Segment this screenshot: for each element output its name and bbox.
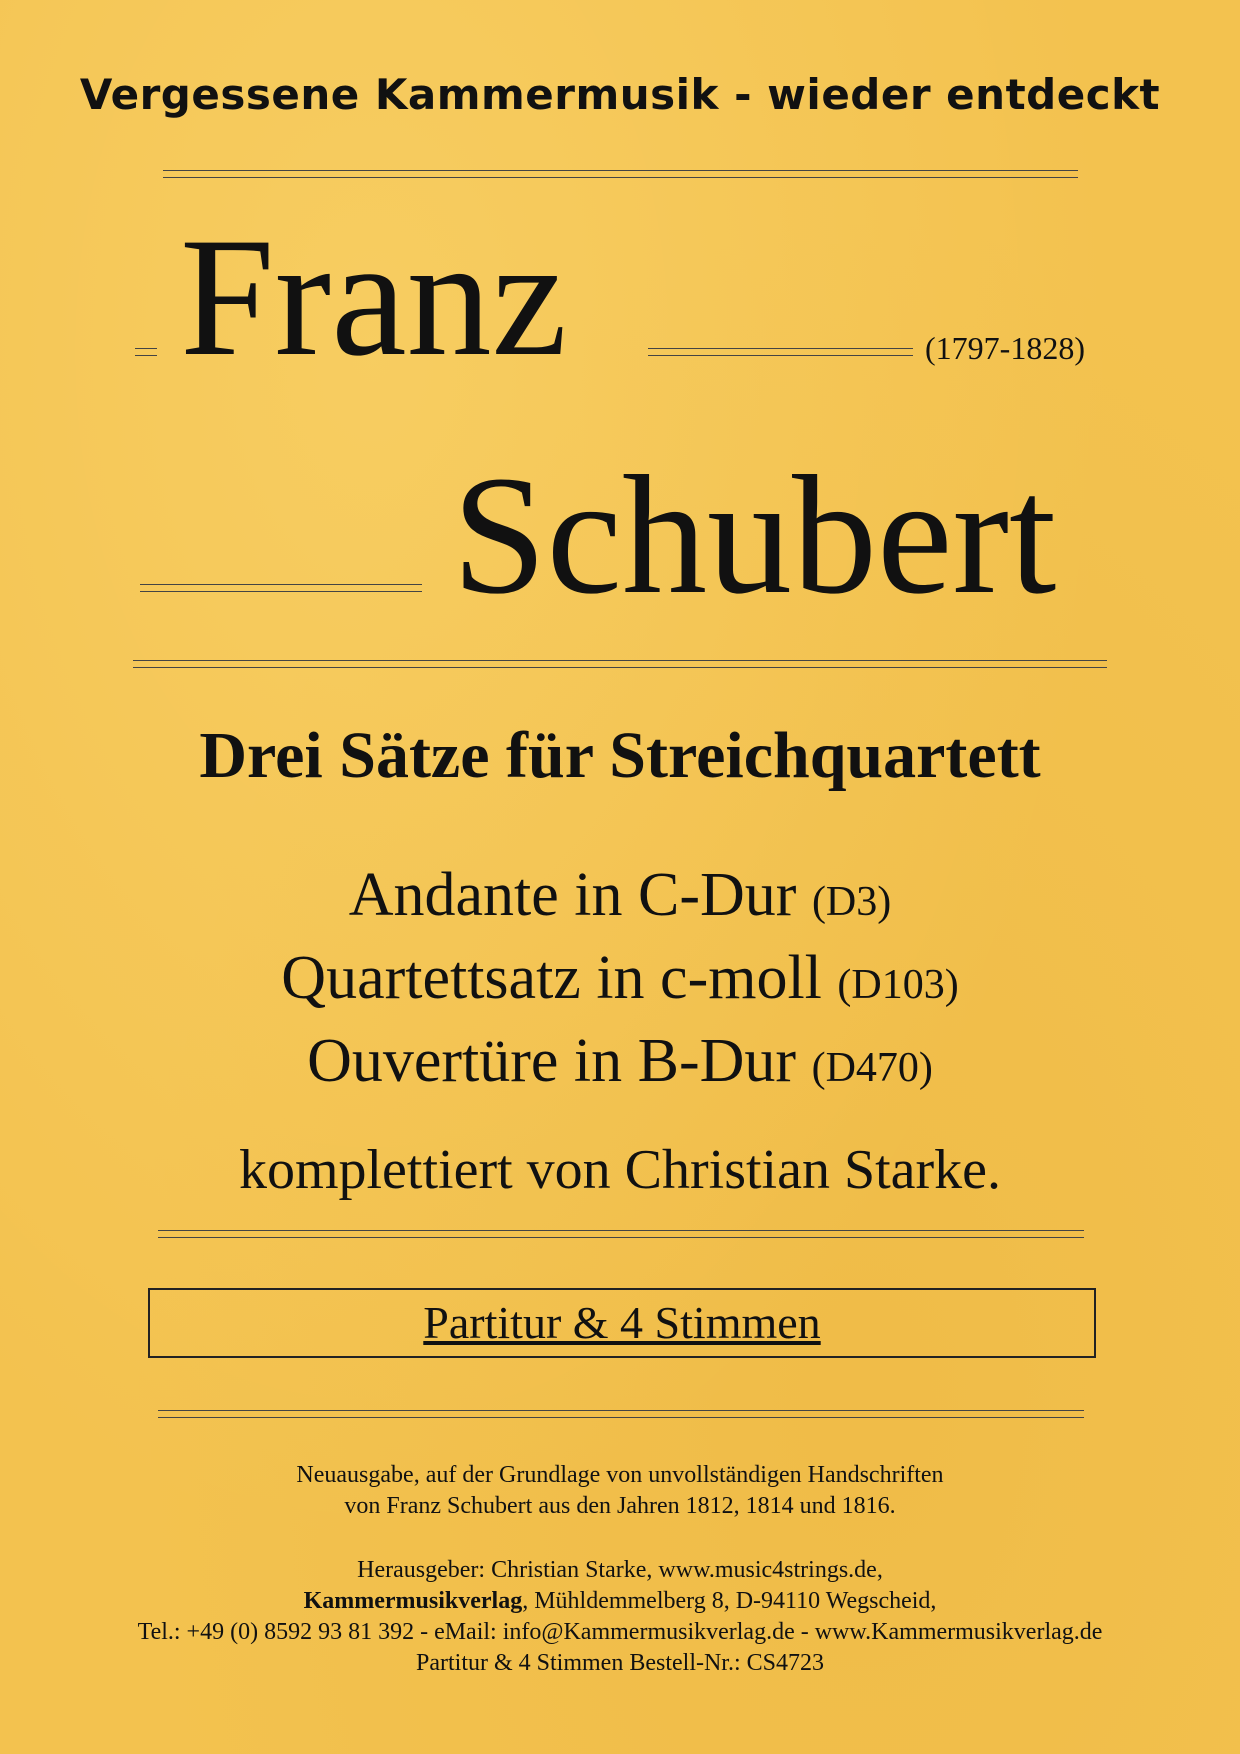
divider-4 <box>158 1410 1084 1418</box>
work-name: Quartettsatz in c-moll <box>281 944 822 1012</box>
work-catalog: (D3) <box>811 879 892 925</box>
composer-first-name: Franz <box>180 203 568 391</box>
publisher-name: Kammermusikverlag <box>303 1588 523 1614</box>
divider-1 <box>163 170 1078 178</box>
publisher-line-1: Herausgeber: Christian Starke, www.music4strings.de, <box>357 1557 883 1583</box>
composer-last-name: Schubert <box>452 441 1057 629</box>
work-item-2 <box>0 943 1240 1014</box>
composer-dates: (1797-1828) <box>925 330 1085 366</box>
work-catalog: (D470) <box>811 1045 933 1091</box>
completion-credit: komplettiert von Christian Starke. <box>238 1139 1002 1201</box>
divider-first-name-right <box>648 348 913 356</box>
work-name: Andante in C-Dur <box>348 861 797 929</box>
edition-note-line-2: von Franz Schubert aus den Jahren 1812, 1814 und 1816. <box>344 1493 896 1519</box>
publisher-contact: Tel.: +49 (0) 8592 93 81 392 - eMail: info@Kammermusikverlag.de - www.Kammermusikverlag.de <box>137 1619 1103 1645</box>
divider-2 <box>133 660 1107 668</box>
work-item-1 <box>0 860 1240 931</box>
edition-note-line-1: Neuausgabe, auf der Grundlage von unvollständigen Handschriften <box>296 1462 944 1488</box>
series-title: Vergessene Kammermusik - wieder entdeckt <box>79 70 1161 119</box>
edition-label: Partitur & 4 Stimmen <box>423 1297 821 1348</box>
divider-3 <box>158 1230 1084 1238</box>
work-catalog: (D103) <box>837 962 959 1008</box>
order-number: Partitur & 4 Stimmen Bestell-Nr.: CS4723 <box>416 1650 824 1676</box>
work-item-3 <box>0 1026 1240 1097</box>
edition-box <box>148 1288 1096 1358</box>
divider-first-name-left <box>135 348 157 356</box>
publisher-line-2 <box>0 1588 1240 1615</box>
work-name: Ouvertüre in B-Dur <box>307 1027 797 1095</box>
divider-last-name-left <box>140 584 422 592</box>
publisher-address: , Mühldemmelberg 8, D-94110 Wegscheid, <box>522 1588 937 1614</box>
work-title: Drei Sätze für Streichquartett <box>199 719 1041 792</box>
